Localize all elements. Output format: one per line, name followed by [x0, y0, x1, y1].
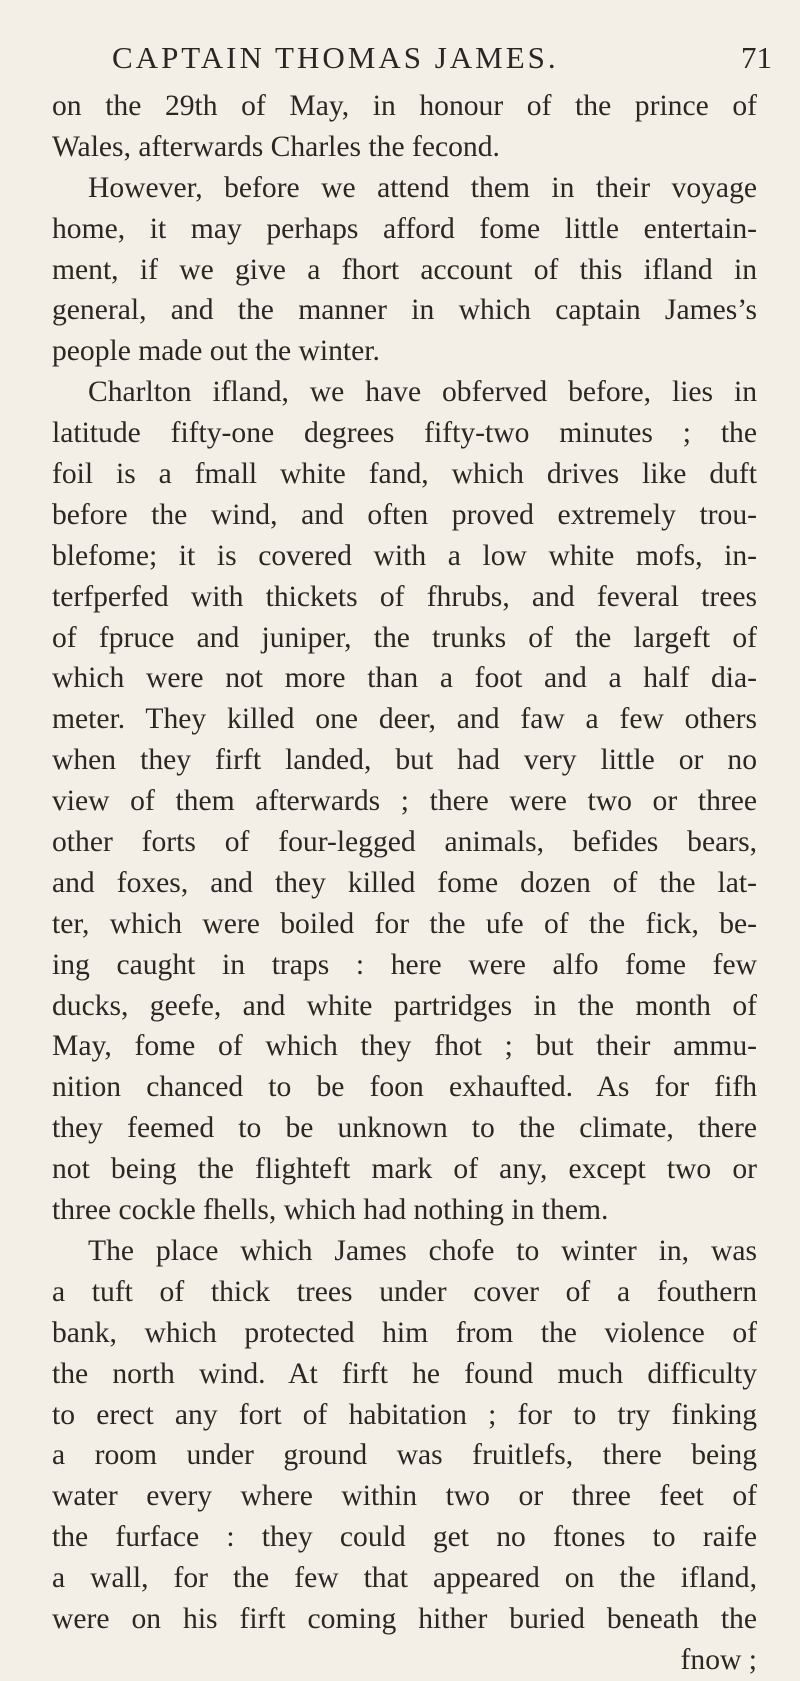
- text-line: latitude fifty-one degrees fifty-two minutes ; the: [52, 417, 757, 450]
- text-line: the north wind. At firft he found much difficulty: [52, 1357, 757, 1390]
- text-line: nition chanced to be foon exhaufted. As for fifh: [52, 1071, 757, 1104]
- text-line: the furface : they could get no ftones to raife: [52, 1521, 757, 1554]
- text-line: terfperfed with thickets of fhrubs, and feveral trees: [52, 580, 757, 613]
- text-line: foil is a fmall white fand, which drives like duft: [52, 458, 757, 491]
- text-line: of fpruce and juniper, the trunks of the largeft of: [52, 621, 757, 654]
- running-title: CAPTAIN THOMAS JAMES.: [112, 40, 559, 75]
- text-line: a room under ground was fruitlefs, there being: [52, 1439, 757, 1472]
- text-line: not being the flighteft mark of any, except two or: [52, 1153, 757, 1186]
- text-line: meter. They killed one deer, and faw a few others: [52, 703, 757, 736]
- text-line: However, before we attend them in their voyage: [88, 171, 757, 204]
- text-line: were on his firft coming hither buried beneath the: [52, 1602, 757, 1635]
- text-line: ment, if we give a fhort account of this ifland in: [52, 253, 757, 286]
- text-line: home, it may perhaps afford fome little entertain-: [52, 212, 757, 245]
- text-line: Charlton ifland, we have obferved before, lies in: [88, 376, 757, 409]
- text-line: ducks, geefe, and white partridges in the month of: [52, 989, 757, 1022]
- page-number: 71: [741, 40, 772, 75]
- text-line: fnow ;: [680, 1643, 757, 1676]
- text-line: ing caught in traps : here were alfo fome few: [52, 948, 757, 981]
- text-line: people made out the winter.: [52, 335, 380, 368]
- text-line: a wall, for the few that appeared on the ifland,: [52, 1562, 757, 1595]
- text-line: which were not more than a foot and a half dia-: [52, 662, 757, 695]
- text-line: ter, which were boiled for the ufe of the fick, be-: [52, 907, 757, 940]
- text-line: May, fome of which they fhot ; but their ammu-: [52, 1030, 757, 1063]
- text-line: three cockle fhells, which had nothing in them.: [52, 1194, 609, 1227]
- text-line: before the wind, and often proved extremely trou-: [52, 498, 757, 531]
- text-line: a tuft of thick trees under cover of a fouthern: [52, 1275, 757, 1308]
- body-text: [52, 86, 757, 1681]
- text-line: they feemed to be unknown to the climate, there: [52, 1112, 757, 1145]
- text-line: Wales, afterwards Charles the fecond.: [52, 130, 500, 163]
- text-line: when they firft landed, but had very little or no: [52, 744, 757, 777]
- text-line: on the 29th of May, in honour of the prince of: [52, 90, 757, 122]
- running-header: [112, 40, 772, 76]
- text-line: blefome; it is covered with a low white mofs, in-: [52, 539, 757, 572]
- text-line: view of them afterwards ; there were two or three: [52, 785, 757, 818]
- text-line: to erect any fort of habitation ; for to try finking: [52, 1398, 757, 1431]
- text-line: bank, which protected him from the violence of: [52, 1316, 757, 1349]
- text-line: other forts of four-legged animals, befides bears,: [52, 826, 757, 859]
- text-line: general, and the manner in which captain James’s: [52, 294, 757, 327]
- text-line: and foxes, and they killed fome dozen of the lat-: [52, 866, 757, 899]
- text-line: water every where within two or three feet of: [52, 1480, 757, 1513]
- text-line: The place which James chofe to winter in, was: [88, 1234, 757, 1267]
